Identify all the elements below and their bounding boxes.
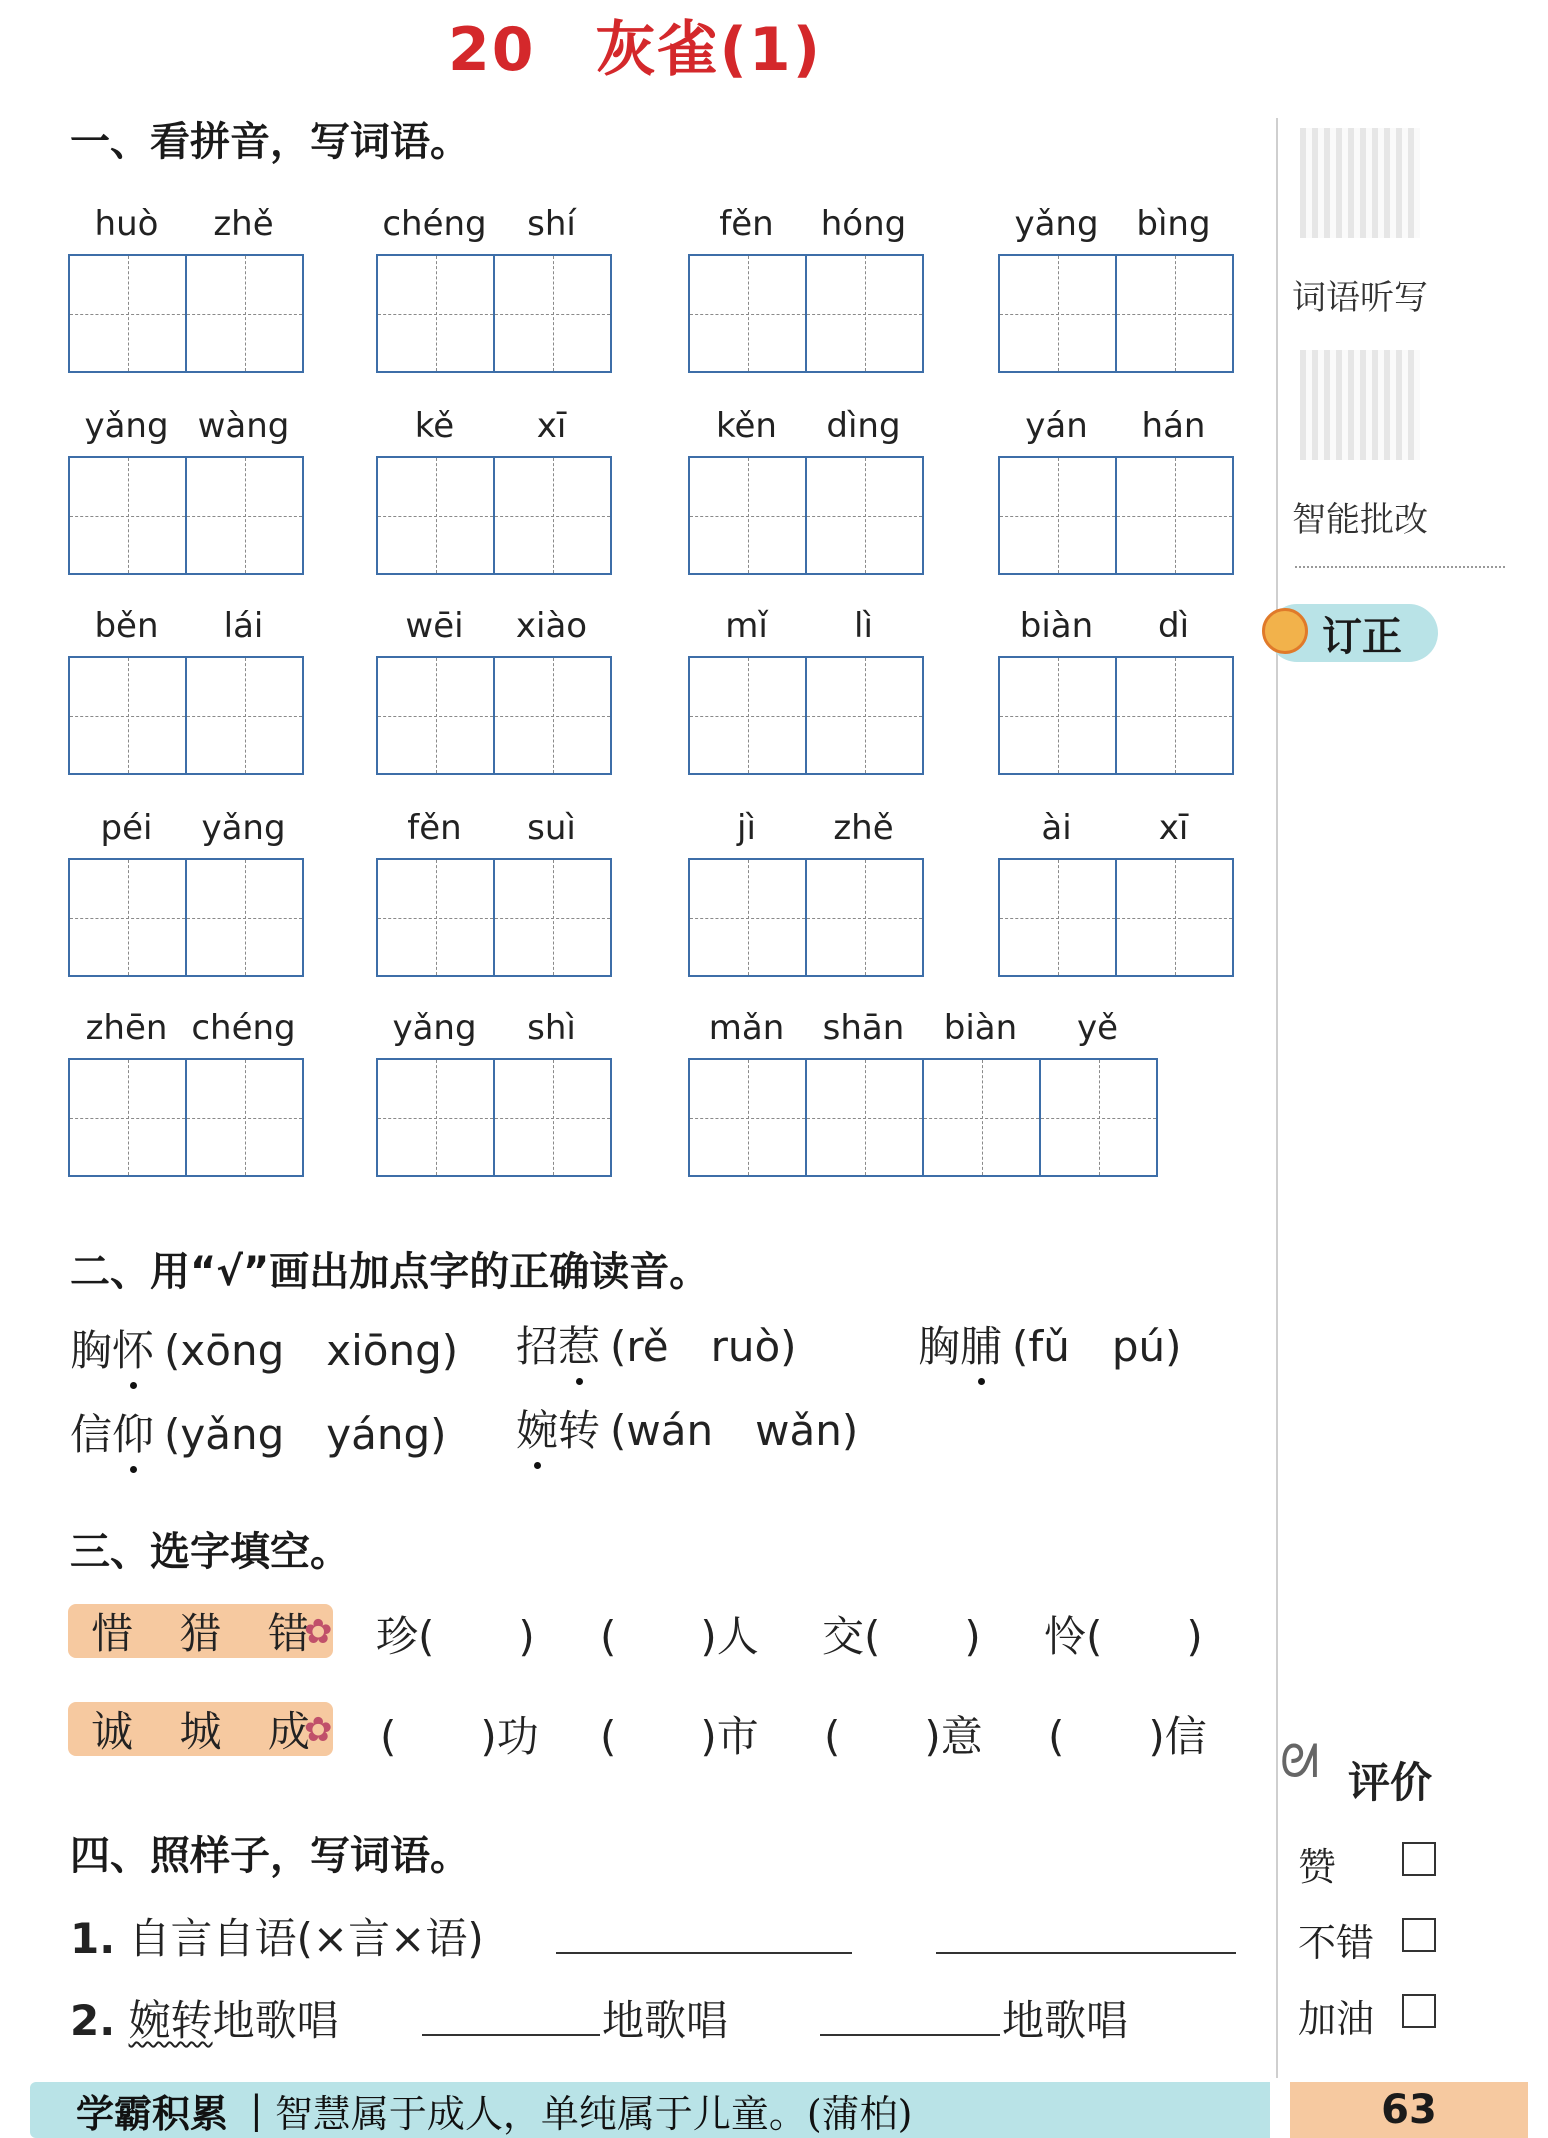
answer-line[interactable] [820, 2034, 1000, 2036]
pinyin-syllable: xiào [515, 606, 588, 646]
writing-box[interactable] [805, 458, 922, 573]
pinyin-syllable: wēi [405, 606, 464, 646]
writing-box[interactable] [805, 658, 922, 773]
char-choices-2 [68, 1702, 333, 1756]
fill-blank[interactable]: ( )市 [600, 1712, 759, 1761]
pinyin-word-group [376, 598, 612, 775]
dictation-qr-code[interactable] [1300, 128, 1420, 238]
pinyin-syllable: lì [854, 606, 873, 646]
pinyin-syllable: kěn [716, 406, 777, 446]
rating-checkbox[interactable] [1402, 1994, 1436, 2028]
pinyin-syllable: mǎn [708, 1008, 785, 1048]
char-choices-1 [68, 1604, 333, 1658]
word-char: 仰 [112, 1410, 155, 1459]
smart-grading-label: 智能批改 [1292, 500, 1428, 540]
writing-box[interactable] [922, 1060, 1039, 1175]
example-text: 自言自语(×言×语) [128, 1914, 484, 1963]
evaluation-title: 评价 [1348, 1758, 1433, 1807]
answer-line[interactable] [936, 1952, 1236, 1954]
reading-choice-item [516, 1398, 858, 1458]
pinyin-word-group [68, 196, 304, 373]
writing-box[interactable] [690, 658, 805, 773]
item-number: 2. [70, 1996, 116, 2045]
writing-box[interactable] [70, 860, 185, 975]
writing-box[interactable] [805, 860, 922, 975]
pinyin-word-group [68, 1000, 304, 1177]
writing-box[interactable] [1039, 1060, 1156, 1175]
footer-banner: 学霸积累 | 智慧属于成人，单纯属于儿童。(蒲柏) [30, 2082, 1270, 2138]
word-char: 信 [70, 1410, 113, 1459]
suffix-text: 地歌唱 [1002, 1996, 1129, 2045]
pinyin-syllable: mǐ [725, 606, 768, 646]
fill-blank[interactable]: ( )功 [380, 1712, 539, 1761]
char-choice: 成 [267, 1707, 310, 1756]
example-item-2 [70, 1988, 339, 2048]
writing-box[interactable] [493, 1060, 610, 1175]
char-choice: 猎 [179, 1609, 222, 1658]
pinyin-syllable: xī [1158, 808, 1189, 848]
reading-choice-item [70, 1402, 447, 1462]
pinyin-syllable: shí [527, 204, 576, 244]
pinyin-word-group [68, 398, 304, 575]
pinyin-syllable: yán [1025, 406, 1088, 446]
pinyin-syllable: zhě [213, 204, 274, 244]
pinyin-syllable: zhēn [85, 1008, 168, 1048]
pinyin-word-group [688, 1000, 1158, 1177]
pinyin-syllable: suì [527, 808, 576, 848]
page-title [0, 2, 1270, 88]
rating-label: 不错 [1298, 1921, 1375, 1965]
pinyin-syllable: zhě [833, 808, 894, 848]
footer-heading: 学霸积累 [76, 2090, 229, 2136]
footer-quote: 智慧属于成人，单纯属于儿童。(蒲柏) [274, 2091, 913, 2136]
writing-box[interactable] [805, 256, 922, 371]
pinyin-syllable: bìng [1136, 204, 1211, 244]
pinyin-word-group [376, 800, 612, 977]
pinyin-syllable: yǎng [201, 808, 286, 848]
reading-choice-item [918, 1314, 1182, 1374]
pinyin-syllable: shì [527, 1008, 576, 1048]
lesson-title: 灰雀(1) [595, 15, 823, 85]
reading-choice-item [516, 1314, 797, 1374]
pinyin-word-group [998, 598, 1234, 775]
word-char: 招 [516, 1322, 559, 1371]
pinyin-syllable: kě [414, 406, 455, 446]
fill-blank[interactable]: 怜( ) [1044, 1612, 1203, 1661]
writing-box[interactable] [1000, 256, 1115, 371]
word-char: 怀 [112, 1326, 155, 1375]
pinyin-word-group [998, 398, 1234, 575]
writing-box[interactable] [185, 860, 302, 975]
pinyin-syllable: shān [822, 1008, 905, 1048]
writing-box[interactable] [378, 458, 493, 573]
pinyin-options[interactable]: (rě ruò) [610, 1322, 797, 1371]
pinyin-syllable: fěn [407, 808, 462, 848]
writing-box[interactable] [70, 658, 185, 773]
pinyin-syllable: hán [1141, 406, 1206, 446]
flower-icon: ✿ [304, 1710, 333, 1750]
writing-box[interactable] [378, 256, 493, 371]
writing-box[interactable] [70, 256, 185, 371]
char-choice: 诚 [91, 1707, 134, 1756]
suffix-text: 地歌唱 [602, 1996, 729, 2045]
pinyin-syllable: jì [737, 808, 756, 848]
magnifier-icon [1262, 608, 1308, 654]
grading-qr-code[interactable] [1300, 350, 1420, 460]
fill-blank[interactable]: ( )意 [824, 1712, 983, 1761]
writing-box[interactable] [378, 1060, 493, 1175]
pinyin-syllable: běn [94, 606, 159, 646]
writing-box[interactable] [805, 1060, 922, 1175]
pinyin-syllable: chéng [382, 204, 487, 244]
writing-box[interactable] [70, 1060, 185, 1175]
pinyin-syllable: fěn [719, 204, 774, 244]
pinyin-syllable: biàn [1019, 606, 1094, 646]
item-number: 1. [70, 1914, 116, 1963]
word-char: 脯 [960, 1322, 1003, 1371]
pinyin-syllable: biàn [943, 1008, 1018, 1048]
pinyin-syllable: yǎng [392, 1008, 477, 1048]
writing-box[interactable] [1115, 658, 1232, 773]
writing-box[interactable] [378, 658, 493, 773]
page-number: 63 [1290, 2082, 1528, 2138]
pinyin-syllable: huò [94, 204, 159, 244]
pinyin-options[interactable]: (yǎng yáng) [164, 1410, 447, 1459]
rating-label: 加油 [1298, 1997, 1375, 2041]
example-text: 地歌唱 [212, 1996, 339, 2045]
pinyin-syllable: xī [536, 406, 567, 446]
reading-choice-item [70, 1318, 458, 1378]
pinyin-word-group [68, 598, 304, 775]
pinyin-syllable: wàng [197, 406, 290, 446]
answer-line[interactable] [422, 2034, 600, 2036]
flower-icon: ✿ [304, 1612, 333, 1652]
writing-box[interactable] [1115, 256, 1232, 371]
writing-box[interactable] [185, 1060, 302, 1175]
writing-box[interactable] [1115, 458, 1232, 573]
pinyin-syllable: chéng [191, 1008, 296, 1048]
bunny-icon: ᘛ [1280, 1734, 1320, 1788]
pinyin-word-group [998, 196, 1234, 373]
pinyin-syllable: dì [1157, 606, 1190, 646]
fill-blank[interactable]: ( )信 [1048, 1712, 1207, 1761]
rating-checkbox[interactable] [1402, 1842, 1436, 1876]
word-char: 惹 [558, 1322, 601, 1371]
pinyin-syllable: yǎng [1014, 204, 1099, 244]
correction-badge: 订正 [1268, 604, 1438, 662]
section4-heading: 四、照样子，写词语。 [70, 1833, 470, 1879]
section3-heading: 三、选字填空。 [70, 1529, 350, 1575]
pinyin-word-group [688, 598, 924, 775]
fill-blank[interactable]: 珍( ) [376, 1612, 535, 1661]
word-char: 婉 [516, 1406, 559, 1455]
writing-box[interactable] [690, 1060, 805, 1175]
pinyin-syllable: péi [100, 808, 153, 848]
answer-line[interactable] [556, 1952, 852, 1954]
sidebar-divider-dotted [1295, 566, 1505, 568]
writing-box[interactable] [690, 860, 805, 975]
pinyin-options[interactable]: (xōng xiōng) [164, 1326, 459, 1375]
char-choice: 城 [179, 1707, 222, 1756]
writing-box[interactable] [690, 458, 805, 573]
rating-label: 赞 [1298, 1845, 1337, 1889]
writing-box[interactable] [1000, 860, 1115, 975]
pinyin-syllable: yǎng [84, 406, 169, 446]
pinyin-syllable: hóng [820, 204, 907, 244]
fill-blank[interactable]: ( )人 [600, 1612, 759, 1661]
word-char: 胸 [70, 1326, 113, 1375]
pinyin-syllable: ài [1041, 808, 1072, 848]
pinyin-syllable: yě [1076, 1008, 1119, 1048]
pinyin-syllable: dìng [826, 406, 901, 446]
pinyin-word-group [998, 800, 1234, 977]
pinyin-word-group [68, 800, 304, 977]
writing-box[interactable] [185, 256, 302, 371]
pinyin-word-group [688, 196, 924, 373]
writing-box[interactable] [493, 658, 610, 773]
writing-box[interactable] [185, 458, 302, 573]
pinyin-word-group [376, 1000, 612, 1177]
writing-box[interactable] [493, 860, 610, 975]
fill-blank[interactable]: 交( ) [822, 1612, 981, 1661]
word-char: 转 [558, 1406, 601, 1455]
pinyin-word-group [688, 800, 924, 977]
sidebar-divider [1276, 118, 1278, 2078]
pinyin-word-group [688, 398, 924, 575]
pinyin-syllable: lái [223, 606, 264, 646]
dictation-label: 词语听写 [1292, 278, 1428, 318]
section2-heading: 二、用“√”画出加点字的正确读音。 [70, 1249, 710, 1295]
writing-box[interactable] [493, 256, 610, 371]
writing-box[interactable] [1000, 458, 1115, 573]
writing-box[interactable] [690, 256, 805, 371]
pinyin-options[interactable]: (fǔ pú) [1012, 1322, 1182, 1371]
writing-box[interactable] [378, 860, 493, 975]
rating-checkbox[interactable] [1402, 1918, 1436, 1952]
example-item-1 [70, 1906, 484, 1966]
writing-box[interactable] [493, 458, 610, 573]
char-choice: 惜 [91, 1609, 134, 1658]
pinyin-word-group [376, 196, 612, 373]
writing-box[interactable] [1115, 860, 1232, 975]
writing-box[interactable] [185, 658, 302, 773]
pinyin-options[interactable]: (wán wǎn) [610, 1406, 859, 1455]
char-choice: 错 [267, 1609, 310, 1658]
writing-box[interactable] [1000, 658, 1115, 773]
lesson-number: 20 [447, 15, 536, 85]
example-underlined: 婉转 [128, 1996, 213, 2045]
word-char: 胸 [918, 1322, 961, 1371]
pinyin-word-group [376, 398, 612, 575]
writing-box[interactable] [70, 458, 185, 573]
section1-heading: 一、看拼音，写词语。 [70, 119, 470, 165]
